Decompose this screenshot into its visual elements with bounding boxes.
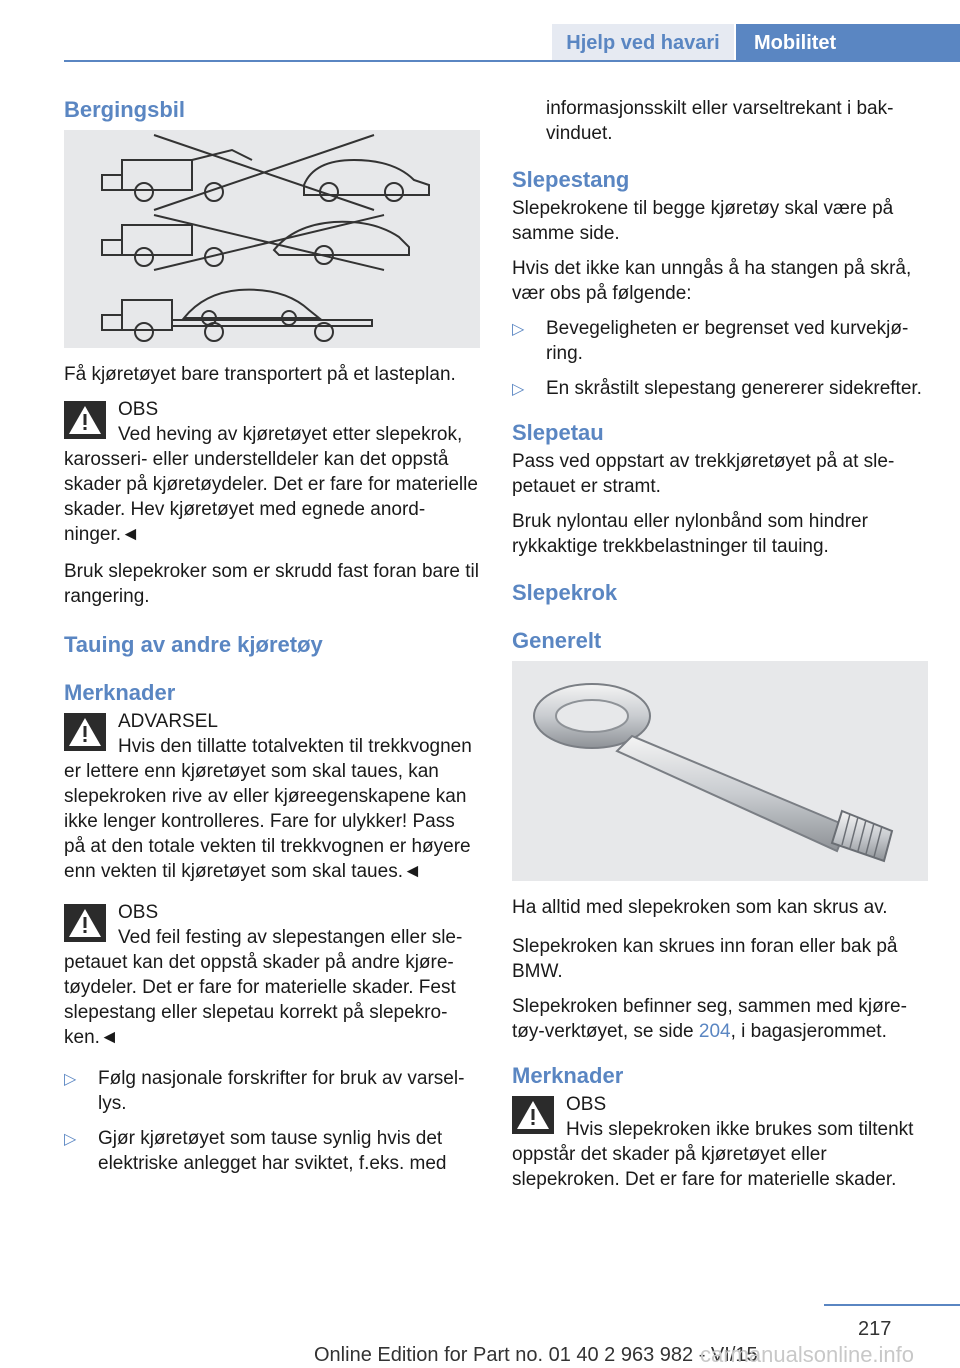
- left-column: [64, 96, 480, 1186]
- footer-rule: [824, 1304, 960, 1306]
- para-slepetau-1: Pass ved oppstart av trekkjøretøyet på at slepetauet er stramt.: [512, 451, 895, 497]
- warning-icon: [64, 904, 106, 942]
- notice-text: Ved heving av kjøretøyet etter slepekrok, karosseri- eller understelldeler kan det oppstå skader på kjøretøydeler. Det er fare for materielle skader. Hev kjøretøyet med egnede anordninger.◄: [64, 424, 478, 545]
- triangle-bullet-icon: ▷: [64, 1131, 77, 1148]
- right-bullet-list: [512, 316, 928, 401]
- notice-heading: ADVARSEL: [118, 711, 218, 732]
- triangle-bullet-icon: ▷: [64, 1071, 77, 1088]
- para-slepestang-1: Slepekrokene til begge kjøretøy skal være på samme side.: [512, 198, 894, 244]
- para-slepestang-2: Hvis det ikke kan unngås å ha stangen på skrå, vær obs på følgende:: [512, 258, 912, 304]
- para-transport: Få kjøretøyet bare transportert på et lasteplan.: [64, 364, 456, 385]
- para-skrues: Slepekroken kan skrues inn foran eller bak på BMW.: [512, 936, 898, 982]
- para-alltid: Ha alltid med slepekroken som kan skrus av.: [512, 897, 888, 918]
- notice-obs-1: [64, 397, 480, 547]
- list-item: ▷ Bevegeligheten er begrenset ved kurvekjøring.: [512, 318, 909, 364]
- heading-slepestang: Slepestang: [512, 167, 630, 192]
- tow-hook-drawing: [512, 661, 928, 881]
- para-slepetau-2: Bruk nylontau eller nylonbånd som hindrer rykkaktige trekkbelastninger til tauing.: [512, 511, 868, 557]
- notice-text: Hvis den tillatte totalvekten til trekkvognen er lettere enn kjøretøyet som skal taues, kan slepekroken rive av eller kjøreegenskapene kan ikke lenger kontrolleres. Fare for ulykker! Pass på at den totale vekten til trekkvognen er høyere enn vekten til kjøretøyet som skal taues.◄: [64, 736, 472, 882]
- para-rangering: Bruk slepekroker som er skrudd fast foran bare til rangering.: [64, 561, 480, 607]
- notice-heading: OBS: [118, 902, 159, 923]
- notice-text: Ved feil festing av slepestangen eller slepetauet kan det oppstå skader på andre kjøretøydeler. Det er fare for materielle skader. Fest slepestang eller slepetau korrekt på slepekroken.◄: [64, 927, 463, 1048]
- notice-heading: OBS: [566, 1094, 607, 1115]
- header-tab-mobility[interactable]: Mobilitet: [736, 24, 960, 62]
- right-column: [512, 96, 928, 1202]
- list-item: ▷ Følg nasjonale forskrifter for bruk av varsellys.: [64, 1068, 465, 1114]
- para-continued: informasjonsskilt eller varseltrekant i bakvinduet.: [546, 98, 894, 144]
- triangle-bullet-icon: ▷: [512, 321, 525, 338]
- tow-truck-drawing: [64, 130, 480, 348]
- left-bullet-list: [64, 1066, 480, 1176]
- tow-hook-illustration: [512, 661, 928, 881]
- tow-truck-illustration: [64, 130, 480, 348]
- list-item: ▷ En skråstilt slepestang genererer sidekrefter.: [512, 376, 928, 401]
- header-tab-help[interactable]: Hjelp ved havari: [552, 24, 734, 62]
- list-item: ▷ Gjør kjøretøyet som tause synlig hvis det elektriske anlegget har sviktet, f.eks. med: [64, 1128, 447, 1174]
- header-rule: [64, 60, 960, 62]
- warning-icon: [64, 401, 106, 439]
- page-number: 217: [858, 1318, 892, 1340]
- notice-obs-3: [512, 1092, 928, 1192]
- watermark: carmanualsonline.info: [700, 1342, 915, 1367]
- warning-icon: [512, 1096, 554, 1134]
- para-befinner: Slepekroken befinner seg, sammen med kjøretøy-verktøyet, se side 204, i bagasjerommet.: [512, 996, 907, 1042]
- heading-tauing: Tauing av andre kjøretøy: [64, 632, 323, 657]
- notice-obs-2: [64, 900, 480, 1050]
- heading-slepetau: Slepetau: [512, 420, 604, 445]
- heading-bergingsbil: Bergingsbil: [64, 97, 186, 122]
- notice-text: Hvis slepekroken ikke brukes som tiltenkt oppstår det skader på kjøretøyet eller slepekroken. Det er fare for materielle skader.: [512, 1119, 914, 1190]
- heading-merknader-right: Merknader: [512, 1063, 624, 1088]
- warning-icon: [64, 713, 106, 751]
- heading-slepekrok: Slepekrok: [512, 580, 618, 605]
- notice-heading: OBS: [118, 399, 159, 420]
- footer-edition: Online Edition for Part no. 01 40 2 963 982 - VI/15: [314, 1344, 758, 1366]
- heading-merknader-left: Merknader: [64, 680, 176, 705]
- page-link-204[interactable]: 204: [698, 1021, 731, 1042]
- heading-generelt: Generelt: [512, 628, 602, 653]
- triangle-bullet-icon: ▷: [512, 381, 525, 398]
- notice-advarsel: [64, 709, 480, 884]
